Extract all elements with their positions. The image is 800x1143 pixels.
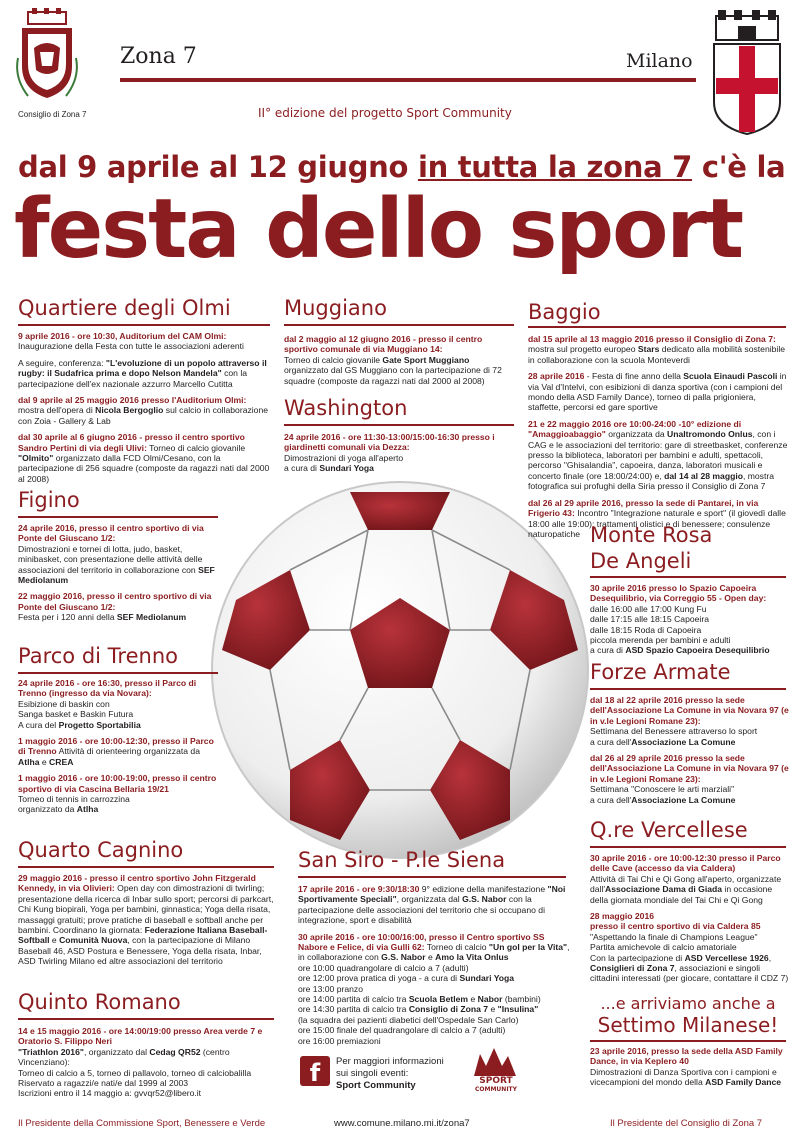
section-body-washington <box>284 432 516 480</box>
section-rule-figino <box>18 516 218 518</box>
settimo-event-text: Dimostrazioni di Danza Sportiva con i campioni e vicecampioni del mondo della <box>590 1066 777 1088</box>
trenno-event-text: Esibizione di baskin con <box>18 698 110 709</box>
sansiro-schedule-text: ore 14:00 partita di calcio tra <box>298 994 409 1005</box>
monterosa-event-text: a cura di <box>590 645 626 656</box>
sansiro-schedule-highlight: "Insulina" <box>497 1004 539 1015</box>
headline-dates <box>18 150 784 184</box>
figino-event-text: Festa per i 120 anni della <box>18 612 117 623</box>
sansiro-schedule-highlight: Sundari Yoga <box>459 973 515 984</box>
monterosa-event-text: piccola merenda per bambini e adulti <box>590 635 731 646</box>
monterosa-title-line: Monte Rosa <box>590 523 713 547</box>
sansiro-event-date: 30 aprile 2016 - ore 10:00/16:00, presso il Centro sportivo SS Nabore e Felice, di via Gulli 62: <box>298 931 545 953</box>
sansiro-event-date: 17 aprile 2016 - ore 9:30/18:30 <box>298 884 420 894</box>
section-rule-trenno <box>18 672 218 674</box>
monterosa-event-text: dalle 18:15 Roda di Capoeira <box>590 624 702 635</box>
trenno-event-date: 1 maggio 2016 - ore 10:00-19:00, presso il centro sportivo di via Cascina Bellaria 19/21 <box>18 773 217 794</box>
consiglio-label: Consiglio di Zona 7 <box>18 110 87 119</box>
sansiro-schedule-text: (bambini) <box>502 994 541 1005</box>
trenno-event-date: 24 aprile 2016 - ore 16:30, presso il Parco di Trenno (ingresso da via Novara): <box>18 678 197 699</box>
facebook-page-link[interactable]: Sport Community <box>336 1080 416 1091</box>
facebook-info-line: sui singoli eventi: <box>336 1068 409 1079</box>
settimo-title <box>588 994 788 1037</box>
romano-event-text: , organizzato dal <box>83 1046 150 1057</box>
forze-event-highlight: Associazione La Comune <box>631 736 736 747</box>
muggiano-event-text: organizzato dal GS Muggiano con la partecipazione di 72 squadre (composte da ragazzi nati dal 2000 al 2008) <box>284 365 502 386</box>
monterosa-event-text: dalle 17:15 alle 18:15 Capoeira <box>590 614 709 625</box>
washington-event-date: 24 aprile 2016 - ore 11:30-13:00/15:00-16:30 presso i giardinetti comunali via Dezza: <box>284 432 495 453</box>
trenno-event-highlight: Progetto Sportabilia <box>58 719 141 730</box>
baggio-event-highlight: Unaltromondo Onlus <box>667 429 753 440</box>
sansiro-schedule-text: e <box>488 1004 498 1015</box>
section-body-sansiro <box>298 884 572 1046</box>
sansiro-event-text: , in collaborazione con <box>298 942 570 963</box>
romano-event-date: 14 e 15 maggio 2016 - ore 14:00/19:00 presso Area verde 7 e Oratorio S. Filippo Neri <box>18 1026 263 1047</box>
sansiro-schedule-item <box>298 994 572 1004</box>
forze-event-date: dal 18 al 22 aprile 2016 presso la sede dell'Associazione La Comune in via Novara 97 (e in v.le Legioni Romane 23): <box>590 695 789 726</box>
vercellese-event-text: , <box>768 952 772 963</box>
sansiro-schedule-text: ore 14:30 partita di calcio tra <box>298 1004 409 1015</box>
section-title-monterosa <box>590 522 712 574</box>
forze-event-text: a cura dell' <box>590 736 632 747</box>
settimo-event-date: 23 aprile 2016, presso la sede della ASD Family Dance, in via Keplero 40 <box>590 1046 783 1067</box>
header-bar <box>120 78 696 82</box>
forze-event-highlight: Associazione La Comune <box>631 794 736 805</box>
section-body-romano <box>18 1026 280 1105</box>
sansiro-schedule-item: ore 16:00 premiazioni <box>298 1035 381 1046</box>
vercellese-event-text: Con la partecipazione di <box>590 952 685 963</box>
section-rule-washington <box>284 424 514 426</box>
olmi-event-date: dal 30 aprile al 6 giugno 2016 - presso il centro sportivo Sandro Pertini di via degli Ulivi: <box>18 432 245 453</box>
section-rule-monterosa <box>590 576 786 578</box>
olmi-event-text: organizzato dalla FCD Olmi/Cesano, con la partecipazione di 256 squadre (composte da ragazzi nati dal 2000 al 2008) <box>18 453 270 484</box>
forze-event-date: dal 26 al 29 aprile 2016 presso la sede dell'Associazione La Comune in via Novara 97 (e in v.le Legioni Romane 23): <box>590 753 789 784</box>
olmi-event-highlight: Nicola Bergoglio <box>95 405 164 416</box>
section-title-forze: Forze Armate <box>590 660 731 684</box>
baggio-event-highlight: dal 14 al 28 maggio <box>664 470 743 481</box>
trenno-event-text: organizzato da <box>18 804 77 815</box>
sansiro-event-highlight: "Noi Sportivamente Speciali" <box>298 884 566 905</box>
section-title-trenno: Parco di Trenno <box>18 644 178 668</box>
section-body-cagnino <box>18 873 280 973</box>
sansiro-event-text: , organizzata dal <box>396 894 463 905</box>
washington-event-text: a cura di <box>284 463 320 474</box>
section-body-olmi <box>18 331 274 490</box>
olmi-event-text: sul calcio in collaborazione con Zoia - Gallery & Lab <box>18 405 269 426</box>
trenno-event-text: A cura del <box>18 719 59 730</box>
footer-website-link[interactable]: www.comune.milano.mi.it/zona7 <box>334 1118 470 1129</box>
olmi-event-highlight: "L'evoluzione di un popolo attraverso il rugby: il Sudafrica prima e dopo Nelson Mandela" <box>18 357 267 379</box>
section-rule-sansiro <box>298 876 566 878</box>
sansiro-schedule-item <box>298 973 572 983</box>
sansiro-schedule-text: ore 12:00 prova pratica di yoga - a cura di <box>298 973 460 984</box>
cagnino-event-date: 29 maggio 2016 - presso il centro sportivo John Fitzgerald Kennedy, in via Olivieri: <box>18 873 256 894</box>
baggio-event-date: 21 e 22 maggio 2016 ore 10:00-24:00 -10° edizione di "Amaggioabaggio" <box>528 418 742 440</box>
section-rule-romano <box>18 1018 274 1020</box>
vercellese-event-date: presso il centro sportivo di via Caldera 85 <box>590 921 761 932</box>
romano-event-highlight: Cedag QR52 <box>149 1046 201 1057</box>
olmi-event-text: A seguire, conferenza: <box>18 357 106 368</box>
sansiro-event-text: 9° edizione della manifestazione <box>419 884 548 894</box>
monterosa-event-text: dalle 16:00 alle 17:00 Kung Fu <box>590 603 707 614</box>
muggiano-event-highlight: Gate Sport Muggiano <box>382 354 470 365</box>
olmi-event-date: 9 aprile 2016 - ore 10:30, Auditorium del CAM Olmi: <box>18 331 227 341</box>
sansiro-schedule-highlight: Nabor <box>477 994 503 1005</box>
vercellese-event-highlight: Consiglieri di Zona 7 <box>590 963 675 974</box>
olmi-event-date: dal 9 aprile al 25 maggio 2016 presso l'Auditorium Olmi: <box>18 395 247 406</box>
section-rule-settimo <box>590 1040 786 1042</box>
section-rule-cagnino <box>18 866 274 868</box>
olmi-event-text: mostra dell'opera di <box>18 405 96 416</box>
sansiro-schedule-item <box>298 1004 572 1014</box>
section-body-settimo <box>590 1046 786 1094</box>
sansiro-schedule-item: ore 15:00 finale del quadrangolare di calcio a 7 (adulti) <box>298 1025 506 1036</box>
section-rule-forze <box>590 688 786 690</box>
section-body-baggio <box>528 334 790 545</box>
forze-event-text: Settimana del Benessere attraverso lo sport <box>590 726 758 737</box>
milano-shield-logo <box>708 10 786 140</box>
forze-event-text: a cura dell' <box>590 794 632 805</box>
sansiro-event-highlight: Amo la Vita Onlus <box>435 952 509 963</box>
headline-zone-part: in tutta la zona 7 <box>417 150 693 184</box>
sansiro-event-highlight: G.S. Nabor <box>462 894 507 905</box>
festa-dello-sport-title: festa dello sport <box>14 182 743 277</box>
cagnino-event-text: Open day con dimostrazioni di twirling; presentazione della ricerca di Inbar sullo sport; percorsi di parkcart, Chi Kung biopirali, Yoga per bambini, ginnastica; Yoga della risata, massaggi gratuiti; prove pratiche di baseball e softball anche per bambini. Coordinano la giornata: <box>18 883 274 936</box>
vercellese-event-text: in occasione della giornata mondiale del Tai Chi e Qi Gong <box>590 884 773 905</box>
sansiro-event-text: e <box>425 952 436 963</box>
baggio-event-text: , mostra fotografica sui profughi della Siria presso il Consiglio di Zona 7 <box>528 470 775 492</box>
olmi-event-text: Inaugurazione della Festa con tutte le associazioni aderenti <box>18 341 244 352</box>
section-title-washington: Washington <box>284 396 408 420</box>
vercellese-event-date: 28 maggio 2016 <box>590 911 655 922</box>
facebook-info-line: Per maggiori informazioni <box>336 1056 444 1067</box>
vercellese-event-text: , associazioni e singoli cittadini interessati (per giocare, contattare il CDZ 7) <box>590 963 789 984</box>
trenno-event-text: Torneo di tennis in carrozzina <box>18 794 130 805</box>
zona7-crest-logo <box>14 8 80 104</box>
headline-date-part: dal 9 aprile al 12 giugno <box>18 150 418 184</box>
baggio-event-text: in via Val d'Intelvi, con esibizioni di danza sportiva (con i campioni del mondo della ASD Family Dance), torneo di palla prigioniera, staffette, percorsi ed gare sportive <box>528 371 787 413</box>
trenno-event-text: e <box>39 756 50 767</box>
section-title-vercellese: Q.re Vercellese <box>590 818 748 842</box>
section-title-olmi: Quartiere degli Olmi <box>18 296 231 320</box>
sport-community-logo-word: COMMUNITY <box>474 1086 517 1093</box>
settimo-title-line: Settimo Milanese! <box>597 1013 779 1037</box>
sansiro-event-highlight: "Un gol per la Vita" <box>488 942 568 953</box>
vercellese-event-text: "Aspettando la finale di Champions League" <box>590 931 758 942</box>
olmi-event-highlight: "Olmito" <box>18 453 54 464</box>
vercellese-event-text: Attività di Tai Chi e Qi Gong all'aperto, organizzate dall' <box>590 873 782 895</box>
sansiro-schedule-item: (la squadra dei pazienti diabetici dell'Ospedale San Carlo) <box>298 1014 519 1025</box>
cagnino-event-highlight: Federazione Italiana Baseball-Softball <box>18 925 268 946</box>
section-title-sansiro: San Siro - P.le Siena <box>298 848 506 872</box>
forze-event-text: Settimana "Conoscere le arti marziali" <box>590 784 735 795</box>
vercellese-event-highlight: ASD Vercellese 1926 <box>684 952 769 963</box>
vercellese-event-text: Partita amichevole di calcio amatoriale <box>590 942 737 953</box>
sansiro-schedule-item: ore 13:00 pranzo <box>298 983 363 994</box>
section-title-romano: Quinto Romano <box>18 990 181 1014</box>
baggio-event-text: , con i CAG e le associazioni del territorio: gare di streetbasket, conferenze presso la biblioteca, laboratori per bambini e adulti, spettacoli, percorso "Ghisalandia", capoeira, danza, laboratori musicali e concerto finale (ore 18:00/24:00) e, <box>528 429 788 481</box>
section-body-vercellese <box>590 853 790 990</box>
baggio-event-date: dal 26 al 29 aprile 2016, presso la sede di Pantarei, in via Frigerio 43: <box>528 497 759 519</box>
monterosa-event-date: 30 aprile 2016 presso lo Spazio Capoeira Desequilibrio, via Correggio 55 - Open day: <box>590 583 767 604</box>
edition-label: II° edizione del progetto Sport Community <box>258 106 512 120</box>
section-body-trenno <box>18 678 218 821</box>
cagnino-event-text: , con la partecipazione di Milano Baseball 46, ASD Postura e Benessere, Yoga della risata, Inbar, ASD Twirling Milano ed altre associazioni del territorio <box>18 935 262 967</box>
sport-community-logo <box>470 1046 522 1096</box>
section-body-forze <box>590 695 790 811</box>
milano-label: Milano <box>626 50 693 72</box>
baggio-event-date: dal 15 aprile al 13 maggio 2016 presso il Consiglio di Zona 7: <box>528 334 776 344</box>
settimo-title-line: ...e arriviamo anche a <box>600 994 776 1013</box>
muggiano-event-date: dal 2 maggio al 12 giugno 2016 - presso il centro sportivo comunale di via Muggiano 14: <box>284 334 483 355</box>
monterosa-event-highlight: ASD Spazio Capoeira Desequilibrio <box>625 645 770 656</box>
baggio-event-date: 28 aprile 2016 <box>528 371 585 382</box>
baggio-event-text: organizzata da <box>605 429 668 440</box>
vercellese-event-date: 30 aprile 2016 - ore 10:00-12:30 presso il Parco delle Cave (accesso da via Caldera) <box>590 853 781 874</box>
olmi-event-text: con la partecipazione dell'ex nazionale azzurro Marcello Cutitta <box>18 368 248 389</box>
trenno-event-date: 1 maggio 2016 - ore 10:00-12:30, presso il Parco di Trenno <box>18 736 214 757</box>
romano-event-text: Riservato a ragazzi/e nati/e dal 1999 al 2003 <box>18 1078 189 1089</box>
section-title-muggiano: Muggiano <box>284 296 387 320</box>
section-title-baggio: Baggio <box>528 300 601 324</box>
vercellese-event-highlight: Associazione Dama di Giada <box>605 884 723 895</box>
trenno-event-highlight: Atlha <box>18 756 40 767</box>
cagnino-event-text: e <box>49 935 60 946</box>
sansiro-event-text: Torneo di calcio <box>424 942 489 953</box>
baggio-event-text: dedicato alla mobilità sostenibile in collaborazione con la scuola Monteverdi <box>528 344 786 365</box>
section-title-cagnino: Quarto Cagnino <box>18 838 184 862</box>
sansiro-schedule-highlight: Scuola Betlem <box>408 994 469 1005</box>
section-rule-vercellese <box>590 846 786 848</box>
section-title-figino: Figino <box>18 488 80 512</box>
settimo-event-highlight: ASD Family Dance <box>705 1077 782 1088</box>
section-body-monterosa <box>590 583 790 662</box>
facebook-icon[interactable]: f <box>300 1056 330 1086</box>
sansiro-schedule-item: ore 10:00 quadrangolare di calcio a 7 (adulti) <box>298 962 469 973</box>
figino-event-date: 22 maggio 2016, presso il centro sportivo di via Ponte del Giuscano 1/2: <box>18 591 212 612</box>
section-rule-baggio <box>528 326 786 328</box>
baggio-event-text: Incontro "Integrazione naturale e sport" (il giovedì dalle 18:00 alle 19:00); trattamenti olistici e di benessere; consulenze naturopatiche <box>528 508 786 539</box>
sansiro-event-highlight: G.S. Nabor <box>381 952 426 963</box>
olmi-event-text: Torneo di calcio giovanile <box>146 442 246 453</box>
zona-label: Zona 7 <box>120 44 197 69</box>
section-rule-olmi <box>18 324 270 326</box>
section-rule-muggiano <box>284 324 514 326</box>
trenno-event-highlight: CREA <box>49 756 74 767</box>
headline-tail-part: c'è la <box>692 150 786 184</box>
figino-event-text: Dimostrazioni e tornei di lotta, judo, basket, minibasket, con presentazione delle attività delle associazioni del territorio in collaborazione con <box>18 543 203 575</box>
muggiano-event-text: Torneo di calcio giovanile <box>284 354 383 365</box>
section-body-muggiano <box>284 334 516 392</box>
figino-event-highlight: SEF Mediolanum <box>116 612 187 623</box>
sansiro-schedule-highlight: Consiglio di Zona 7 <box>408 1004 489 1015</box>
baggio-event-text: - Festa di fine anno della <box>584 371 684 382</box>
trenno-event-text: Attività di orienteering organizzata da <box>56 746 200 757</box>
section-body-figino <box>18 523 218 629</box>
washington-event-highlight: Sundari Yoga <box>319 463 374 474</box>
washington-event-text: Dimostrazioni di yoga all'aperto <box>284 452 404 463</box>
monterosa-title-line: De Angeli <box>590 549 692 573</box>
sansiro-event-text: con la partecipazione delle associazioni del territorio che si occupano di integrazione, sport e disabilità <box>298 894 545 926</box>
facebook-info-text <box>336 1056 456 1092</box>
footer-left: Il Presidente della Commissione Sport, Benessere e Verde <box>18 1118 266 1129</box>
trenno-event-text: Sanga basket e Baskin Futura <box>18 709 134 720</box>
footer-right: Il Presidente del Consiglio di Zona 7 <box>610 1118 763 1129</box>
baggio-event-highlight: Scuola Einaudi Pascoli <box>683 371 778 382</box>
figino-event-date: 24 aprile 2016, presso il centro sportivo di via Ponte del Giuscano 1/2: <box>18 523 204 544</box>
sansiro-schedule-text: e <box>468 994 478 1005</box>
figino-event-highlight: SEF Mediolanum <box>18 564 215 586</box>
romano-event-text: (centro Vincenziano): <box>18 1046 230 1068</box>
romano-event-text: Iscrizioni entro il 14 maggio a: gvvqr52@libero.it <box>18 1088 202 1099</box>
cagnino-event-highlight: Comunità Nuova <box>59 935 128 946</box>
baggio-event-text: mostra sul progetto europeo <box>528 344 638 355</box>
romano-event-text: Torneo di calcio a 5, torneo di pallavolo, torneo di calciobalilla <box>18 1067 252 1078</box>
sport-community-logo-word: SPORT <box>479 1076 513 1086</box>
baggio-event-highlight: Stars <box>637 344 660 355</box>
romano-event-highlight: "Triathlon 2016" <box>18 1046 84 1057</box>
trenno-event-highlight: Atlha <box>76 804 99 815</box>
